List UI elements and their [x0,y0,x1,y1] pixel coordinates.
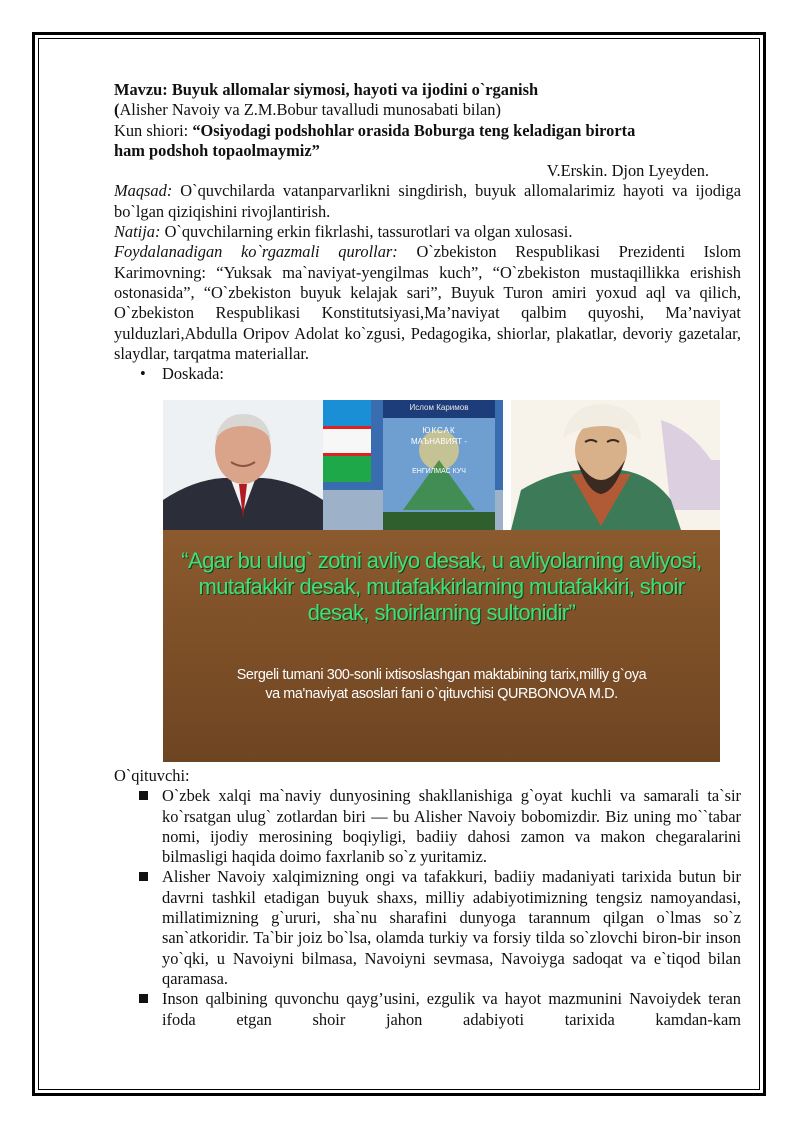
slide-subtitle-line-2: va ma'naviyat asoslari fani o`qituvchisi QURBONOVA M.D. [265,686,618,702]
tools-label: Foydalanadigan ko`rgazmali qurollar: [114,242,398,262]
goal-label: Maqsad: [114,181,173,201]
list-item [114,867,741,989]
square-bullet-icon [139,791,148,800]
square-bullet-icon [139,994,148,1003]
result-label: Natija: [114,222,161,242]
square-bullet-icon [139,872,148,881]
occasion-paren: ( [114,100,120,120]
book-title-1: ЮКСАК [422,426,456,435]
motto-line [114,121,741,141]
document-body [114,80,741,384]
list-item-text: Inson qalbining quvonchu qayg’usini, ezgulik va hayot mazmunini Navoiydek teran ifoda etgan shoir jahon adabiyoti tarixida kamdan-kam [162,989,741,1029]
tools-text: O`zbekiston Respublikasi Prezidenti Islom Karimovning: “Yuksak ma`naviyat-yengilmas kuch”, “O`zbekiston mustaqillikka erishish ostonasida”, “O`zbekiston buyuk kelajak sari”, Buyuk Turon amiri yoxud aql va qilich, O`zbekiston Respublikasi Konstitutsiyasi,Ma’naviyat qalbim quyoshi, Ma’naviyat yulduzlari,Abdulla Oripov Adolat ko`zgusi, Pedagogika, shiorlar, plakatlar, devoriy gazetalar, slaydlar, tarqatma materiallar. [114,242,742,363]
slide-photo-strip [163,400,720,530]
teacher-section [114,766,741,1030]
list-item-text: Alisher Navoiy xalqimizning ongi va tafakkuri, badiiy madaniyati tarixida butun bir davrni tashkil etadigan buyuk shaxs, milliy adabiyotimizning tengsiz namoyandasi, millatimizning g`ururi, sha`nu sharafini dunyoga tarannum qilgan o`lmas so`z san`atkoridir. Ta`bir joiz bo`lsa, olamda turkiy va forsiy tilda so`zlovchi biron-bir inson yo`qki, u Navoiyni bilmasa, Navoiyni sevmasa, Navoiyga sadoqat va e`tiqod bilan qaramasa. [162,867,741,988]
book-title-2: МАЪНАВИЯТ - [410,437,468,446]
result-text: O`quvchilarning erkin fikrlashi, tassurotlari va olgan xulosasi. [164,222,573,242]
motto-text-1: “Osiyodagi podshohlar orasida Boburga teng keladigan birorta [192,120,636,140]
list-item [114,786,741,867]
slide-image [163,400,720,762]
list-item [114,989,741,1030]
tools-paragraph [114,242,741,364]
slide-subtitle [177,666,706,704]
occasion-line [114,100,741,120]
board-label: Doskada: [162,364,224,384]
result-paragraph [114,222,741,242]
motto-line-2 [114,141,741,161]
teacher-label: O`qituvchi: [114,766,190,785]
bullet-icon: • [140,364,146,384]
teacher-paragraph-list [114,786,741,1030]
slide-subtitle-line-1: Sergeli tumani 300-sonli ixtisoslashgan maktabining tarix,milliy g`oya [236,667,647,683]
motto-label: Kun shiori: [114,120,189,140]
book-title-3: ЕНГИЛМАС КУЧ [412,468,466,475]
topic-label: Mavzu: [114,80,168,99]
motto-author: V.Erskin. Djon Lyeyden. [546,161,709,181]
occasion-text: Alisher Navoiy va Z.M.Bobur tavalludi munosabati bilan) [119,100,501,120]
book-author: Ислом Каримов [409,403,469,412]
topic-line [114,80,741,100]
goal-paragraph [114,181,741,222]
topic-text: Buyuk allomalar siymosi, hayoti va ijodini o`rganish [171,80,539,99]
board-line [114,364,741,384]
motto-text-2: ham podshoh topaolmaymiz” [114,140,320,160]
president-portrait [163,400,323,530]
book-cover-panel [323,400,503,530]
list-item-text: O`zbek xalqi ma`naviy dunyosining shakllanishiga g`oyat kuchli va samarali ta`sir ko`rsatgan ulug` zotlardan biri — bu Alisher Navoiy bobomizdir. Biz uning mo``tabar nomi, ijodiy merosining boqiyligi, badiiy dahosi zamon va makon chegaralarini bilmasligi haqida doimo faxrlanib so`z yuritamiz. [162,786,741,867]
goal-text: O`quvchilarda vatanparvarlikni singdirish, buyuk allomalarimiz hayoti va ijodiga bo`lgan qiziqishini rivojlantirish. [114,181,741,221]
slide-quote: “Agar bu ulug` zotni avliyo desak, u avliyolarning avliyosi, mutafakkir desak, mutafakkirlarning mutafakkiri, shoir desak, shoirlarning sultonidir” [181,548,702,625]
navoiy-portrait [511,400,720,530]
